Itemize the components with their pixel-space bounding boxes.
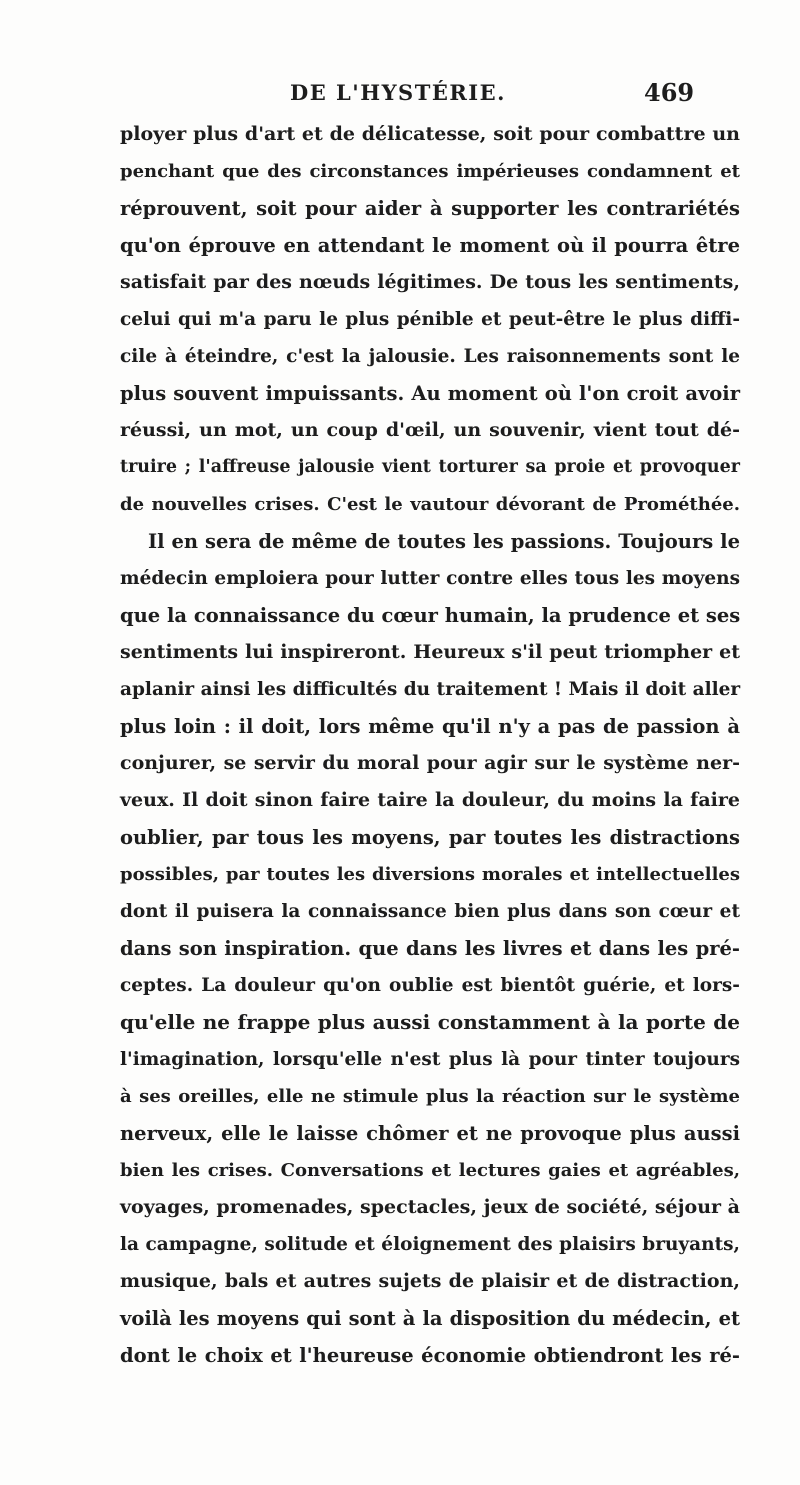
text-line: plus souvent impuissants. Au moment où l'on croit avoir	[120, 382, 740, 405]
text-line: réussi, un mot, un coup d'œil, un souvenir, vient tout dé-	[120, 419, 740, 441]
text-line: celui qui m'a paru le plus pénible et peut-être le plus diffi-	[120, 309, 740, 330]
running-head: DE L'HYSTÉRIE.	[290, 80, 506, 105]
text-line: réprouvent, soit pour aider à supporter les contrariétés	[120, 197, 740, 220]
text-line: de nouvelles crises. C'est le vautour dévorant de Prométhée.	[120, 494, 740, 515]
text-line: dans son inspiration. que dans les livres et dans les pré-	[120, 937, 740, 960]
text-line: musique, bals et autres sujets de plaisir et de distraction,	[120, 1270, 740, 1292]
text-line: veux. Il doit sinon faire taire la douleur, du moins la faire	[120, 789, 740, 811]
text-line: médecin emploiera pour lutter contre elles tous les moyens	[120, 568, 740, 589]
text-line: satisfait par des nœuds légitimes. De tous les sentiments,	[120, 271, 740, 293]
text-line: nerveux, elle le laisse chômer et ne provoque plus aussi	[120, 1122, 740, 1145]
text-line: bien les crises. Conversations et lectures gaies et agréables,	[120, 1160, 740, 1181]
text-line: truire ; l'affreuse jalousie vient torturer sa proie et provoquer	[120, 457, 740, 477]
page-number: 469	[644, 78, 695, 107]
text-line: conjurer, se servir du moral pour agir sur le système ner-	[120, 752, 740, 774]
text-line: qu'on éprouve en attendant le moment où il pourra être	[120, 234, 740, 257]
text-line: oublier, par tous les moyens, par toutes les distractions	[120, 826, 740, 849]
text-line: possibles, par toutes les diversions morales et intellectuelles	[120, 864, 740, 885]
text-line: aplanir ainsi les difficultés du traitement ! Mais il doit aller	[120, 679, 741, 700]
text-line: voyages, promenades, spectacles, jeux de société, séjour à	[120, 1196, 740, 1218]
text-line: dont le choix et l'heureuse économie obtiendront les ré-	[120, 1344, 740, 1367]
text-line: la campagne, solitude et éloignement des plaisirs bruyants,	[120, 1234, 740, 1255]
text-line: que la connaissance du cœur humain, la prudence et ses	[120, 604, 741, 627]
text-line: cile à éteindre, c'est la jalousie. Les raisonnements sont le	[120, 346, 740, 367]
text-line: sentiments lui inspireront. Heureux s'il peut triompher et	[120, 641, 740, 663]
text-line: ceptes. La douleur qu'on oublie est bientôt guérie, et lors-	[120, 975, 740, 996]
text-line: plus loin : il doit, lors même qu'il n'y a pas de passion à	[120, 715, 740, 738]
text-line: voilà les moyens qui sont à la disposition du médecin, et	[120, 1307, 740, 1330]
text-line: ployer plus d'art et de délicatesse, soit pour combattre un	[120, 123, 740, 145]
text-line: dont il puisera la connaissance bien plus dans son cœur et	[120, 901, 740, 922]
body-text	[120, 116, 740, 1374]
text-line: l'imagination, lorsqu'elle n'est plus là pour tinter toujours	[120, 1049, 740, 1070]
text-line: penchant que des circonstances impérieuses condamnent et	[120, 161, 740, 182]
page-header	[0, 80, 800, 110]
text-line: Il en sera de même de toutes les passions. Toujours le	[148, 530, 740, 553]
text-line: à ses oreilles, elle ne stimule plus la réaction sur le système	[120, 1086, 740, 1107]
text-line: qu'elle ne frappe plus aussi constamment à la porte de	[120, 1010, 740, 1034]
